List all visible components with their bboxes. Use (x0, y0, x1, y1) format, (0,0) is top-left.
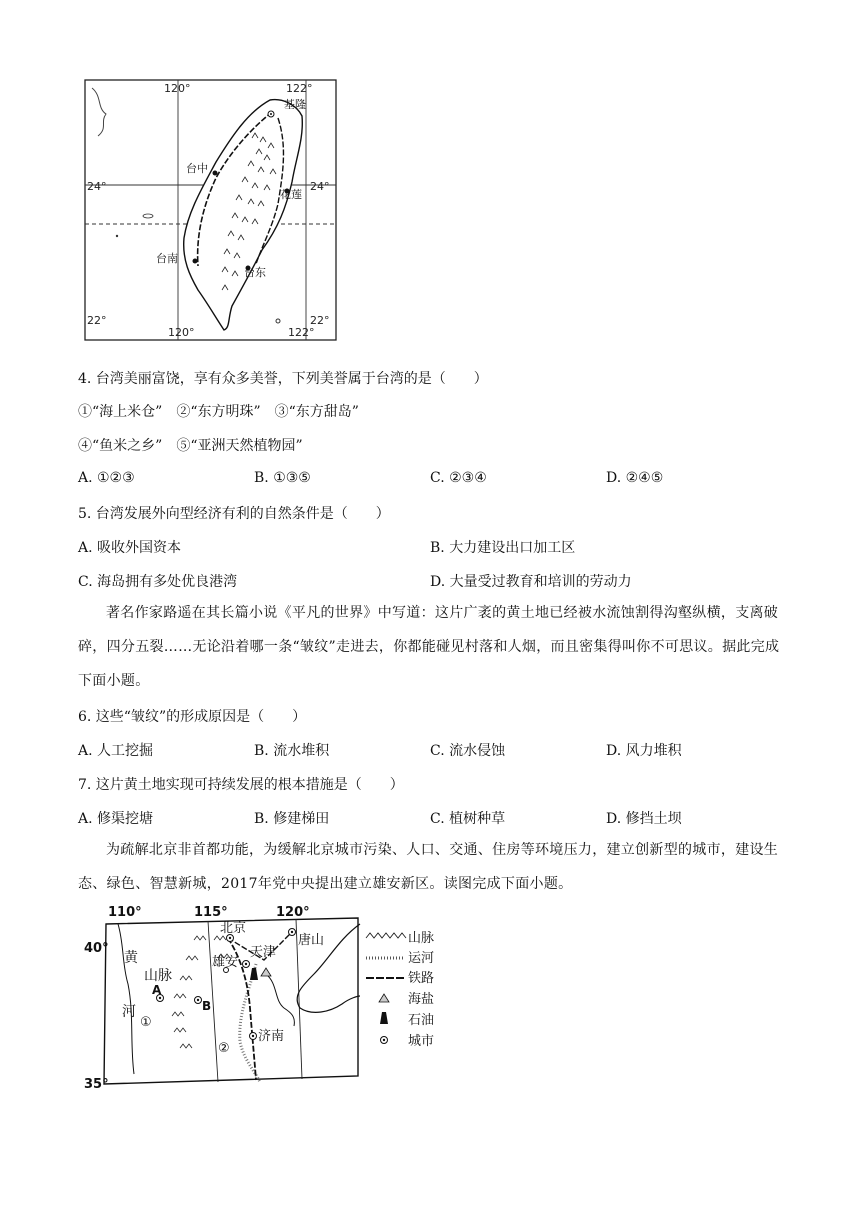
lat-40: 40° (84, 941, 109, 956)
q7-option-a[interactable]: A. 修渠挖塘 (78, 811, 154, 827)
mark-2: ② (218, 1041, 230, 1056)
lon-120-bottom: 120° (168, 326, 195, 339)
city-xiongan: 雄安 (212, 955, 239, 970)
map-legend (366, 931, 434, 1049)
mark-1: ① (140, 1015, 152, 1030)
city-hualien: 花莲 (280, 188, 302, 201)
city-taichung: 台中 (186, 162, 208, 175)
q5-option-b[interactable]: B. 大力建设出口加工区 (430, 540, 576, 556)
q7-option-c[interactable]: C. 植树种草 (430, 811, 506, 827)
q6-option-c[interactable]: C. 流水侵蚀 (430, 743, 506, 759)
passage-xiongan: 为疏解北京非首都功能，为缓解北京城市污染、人口、交通、住房等环境压力，建立创新型的城市，建设生态、绿色、智慧新城，2017年党中央提出建立雄安新区。读图完成下面小题。 (78, 842, 779, 892)
label-mountain: 山脉 (144, 968, 172, 984)
label-huang: 黄 (124, 950, 138, 966)
city-beijing: 北京 (220, 921, 247, 936)
city-taitung: 台东 (244, 266, 266, 279)
lon-115: 115° (194, 905, 228, 920)
city-tangshan: 唐山 (298, 933, 325, 948)
q6-option-b[interactable]: B. 流水堆积 (254, 743, 330, 759)
q5-stem: 5. 台湾发展外向型经济有利的自然条件是（ ） (78, 506, 390, 522)
q4-option-b[interactable]: B. ①③⑤ (254, 470, 311, 486)
q4-items-2: ④“鱼米之乡” ⑤“亚洲天然植物园” (78, 438, 303, 454)
point-a: A (152, 983, 162, 997)
lon-122-bottom: 122° (288, 326, 315, 339)
lat-24-right: 24° (310, 180, 330, 193)
label-he: 河 (122, 1004, 136, 1020)
q4-items-1: ①“海上米仓” ②“东方明珠” ③“东方甜岛” (78, 404, 359, 420)
legend-salt: 海盐 (408, 992, 435, 1007)
q5-option-c[interactable]: C. 海岛拥有多处优良港湾 (78, 574, 238, 590)
lat-22-left: 22° (87, 314, 107, 327)
legend-canal: 运河 (408, 951, 435, 966)
lon-120-top: 120° (164, 82, 191, 95)
lat-22-right: 22° (310, 314, 330, 327)
lon-110: 110° (108, 905, 142, 920)
city-tianjin: 天津 (250, 945, 277, 960)
city-keelung: 基隆 (284, 98, 306, 111)
passage-loess: 著名作家路遥在其长篇小说《平凡的世界》中写道：这片广袤的黄土地已经被水流蚀割得沟壑纵横，支离破碎，四分五裂……无论沿着哪一条“皱纹”走进去，你都能碰见村落和人烟，而且密集得叫你不可思议。据此完成下面小题。 (78, 605, 780, 689)
city-tainan: 台南 (156, 252, 178, 265)
q4-option-a[interactable]: A. ①②③ (78, 470, 135, 486)
taiwan-map (82, 78, 338, 342)
north-china-map (78, 904, 458, 1096)
q5-option-a[interactable]: A. 吸收外国资本 (78, 540, 182, 556)
lon-120: 120° (276, 905, 310, 920)
lat-35: 35° (84, 1077, 109, 1092)
q6-stem: 6. 这些“皱纹”的形成原因是（ ） (78, 709, 307, 725)
legend-oil: 石油 (408, 1013, 435, 1028)
q4-option-d[interactable]: D. ②④⑤ (606, 470, 664, 486)
point-b: B (202, 999, 212, 1013)
q7-stem: 7. 这片黄土地实现可持续发展的根本措施是（ ） (78, 777, 404, 793)
city-jinan: 济南 (258, 1029, 285, 1044)
q5-option-d[interactable]: D. 大量受过教育和培训的劳动力 (430, 574, 632, 590)
q7-option-d[interactable]: D. 修挡土坝 (606, 811, 682, 827)
legend-mountain: 山脉 (408, 931, 435, 946)
q4-stem: 4. 台湾美丽富饶，享有众多美誉，下列美誉属于台湾的是（ ） (78, 371, 488, 387)
legend-city: 城市 (408, 1034, 435, 1049)
lat-24-left: 24° (87, 180, 107, 193)
q4-option-c[interactable]: C. ②③④ (430, 470, 487, 486)
legend-railway: 铁路 (408, 971, 435, 986)
lon-122-top: 122° (286, 82, 313, 95)
q6-option-d[interactable]: D. 风力堆积 (606, 743, 682, 759)
q6-option-a[interactable]: A. 人工挖掘 (78, 743, 154, 759)
q7-option-b[interactable]: B. 修建梯田 (254, 811, 330, 827)
